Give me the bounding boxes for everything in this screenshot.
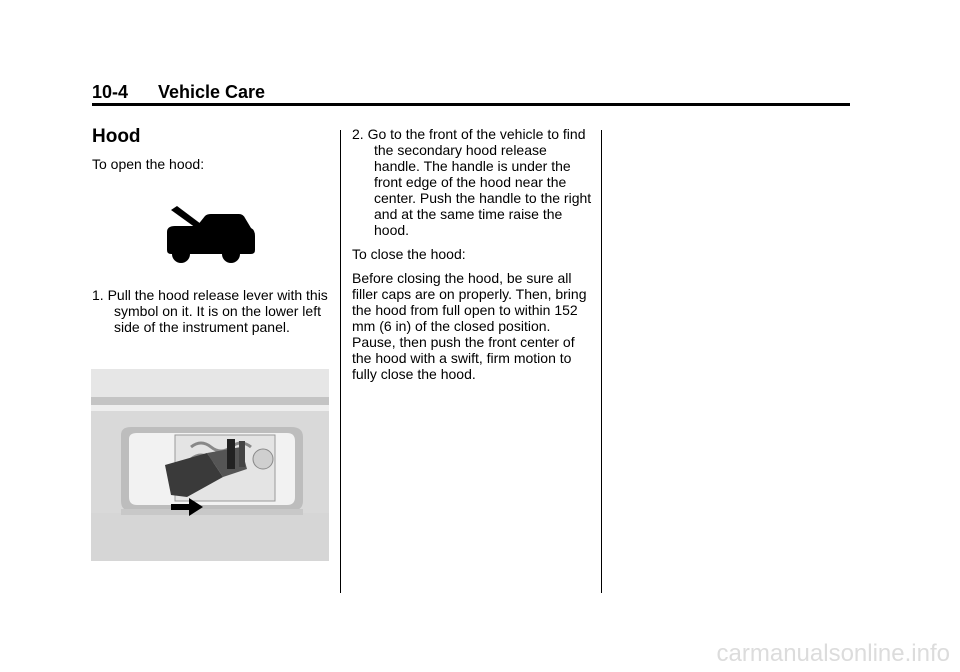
page-number: 10-4: [92, 82, 129, 102]
column-divider-right: [601, 130, 602, 593]
chapter-title: Vehicle Care: [158, 82, 266, 102]
column-left: [92, 124, 332, 172]
step-2: 2. Go to the front of the vehicle to find the secondary hood release handle. The handle is under the front edge of the hood near the center. Push the handle to the right and at the same time raise the hood.: [352, 126, 592, 238]
column-right: [352, 126, 592, 382]
header-rule: [92, 103, 850, 106]
hood-release-photo: [91, 369, 329, 561]
open-intro: To open the hood:: [92, 156, 205, 172]
column-divider-left: [340, 130, 341, 593]
page-header: [92, 80, 850, 104]
hood-open-car-icon: [165, 206, 257, 264]
step-1-block: [92, 287, 332, 335]
section-title: Hood: [92, 126, 141, 147]
close-intro: To close the hood:: [352, 246, 466, 262]
close-instructions: Before closing the hood, be sure all filler caps are on properly. Then, bring the hood from full open to within 152 mm (6 in) of the closed position. Pause, then push the front center of the hood with a swift, firm motion to fully close the hood.: [352, 270, 587, 382]
step-1: 1. Pull the hood release lever with this symbol on it. It is on the lower left side of the instrument panel.: [92, 287, 328, 335]
watermark: carmanualsonline.info: [716, 640, 950, 667]
